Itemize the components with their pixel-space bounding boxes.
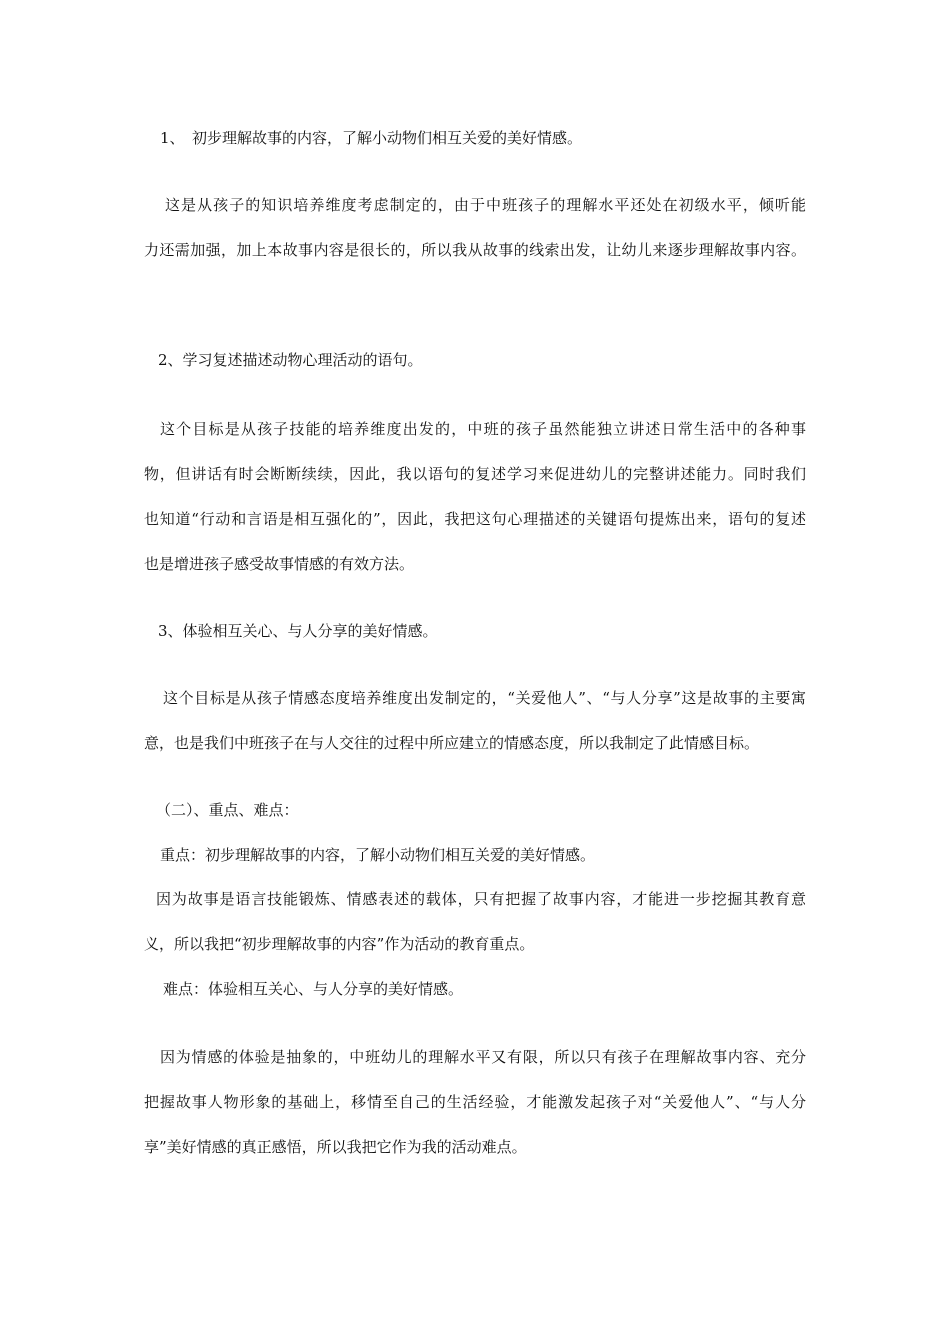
goal-2-heading: 2、学习复述描述动物心理活动的语句。 (158, 351, 423, 369)
goal-3-paragraph-line-1: 这个目标是从孩子情感态度培养维度出发制定的，“关爱他人”、“与人分享”这是故事的主要寓 (163, 689, 806, 707)
goal-2-paragraph-line-3: 也知道“行动和言语是相互强化的”，因此，我把这句心理描述的关键语句提炼出来，语句的复述 (144, 510, 806, 528)
key-point-reason-line-1: 因为故事是语言技能锻炼、情感表述的载体，只有把握了故事内容，才能进一步挖掘其教育意 (156, 890, 806, 908)
section-2-heading: （二）、重点、难点： (156, 801, 299, 819)
key-point-line: 重点：初步理解故事的内容，了解小动物们相互关爱的美好情感。 (160, 846, 596, 864)
goal-1-heading: 1、 初步理解故事的内容，了解小动物们相互关爱的美好情感。 (160, 129, 583, 147)
difficult-point-reason-line-1: 因为情感的体验是抽象的，中班幼儿的理解水平又有限，所以只有孩子在理解故事内容、充分 (160, 1048, 806, 1066)
difficult-point-reason-line-3: 享”美好情感的真正感悟，所以我把它作为我的活动难点。 (144, 1138, 527, 1156)
difficult-point-line: 难点：体验相互关心、与人分享的美好情感。 (163, 980, 464, 998)
goal-2-paragraph-line-1: 这个目标是从孩子技能的培养维度出发的，中班的孩子虽然能独立讲述日常生活中的各种事 (160, 420, 806, 438)
goal-3-heading: 3、体验相互关心、与人分享的美好情感。 (158, 622, 438, 640)
goal-1-paragraph-line-2: 力还需加强，加上本故事内容是很长的，所以我从故事的线索出发，让幼儿来逐步理解故事内容。 (144, 241, 806, 259)
goal-2-paragraph-line-2: 物，但讲话有时会断断续续，因此，我以语句的复述学习来促进幼儿的完整讲述能力。同时我们 (144, 465, 806, 483)
goal-2-paragraph-line-4: 也是增进孩子感受故事情感的有效方法。 (144, 555, 415, 573)
difficult-point-reason-line-2: 把握故事人物形象的基础上，移情至自己的生活经验，才能激发起孩子对“关爱他人”、“与人分 (144, 1093, 806, 1111)
goal-1-paragraph-line-1: 这是从孩子的知识培养维度考虑制定的，由于中班孩子的理解水平还处在初级水平，倾听能 (165, 196, 806, 214)
goal-3-paragraph-line-2: 意，也是我们中班孩子在与人交往的过程中所应建立的情感态度，所以我制定了此情感目标。 (144, 734, 760, 752)
key-point-reason-line-2: 义，所以我把“初步理解故事的内容”作为活动的教育重点。 (144, 935, 535, 953)
